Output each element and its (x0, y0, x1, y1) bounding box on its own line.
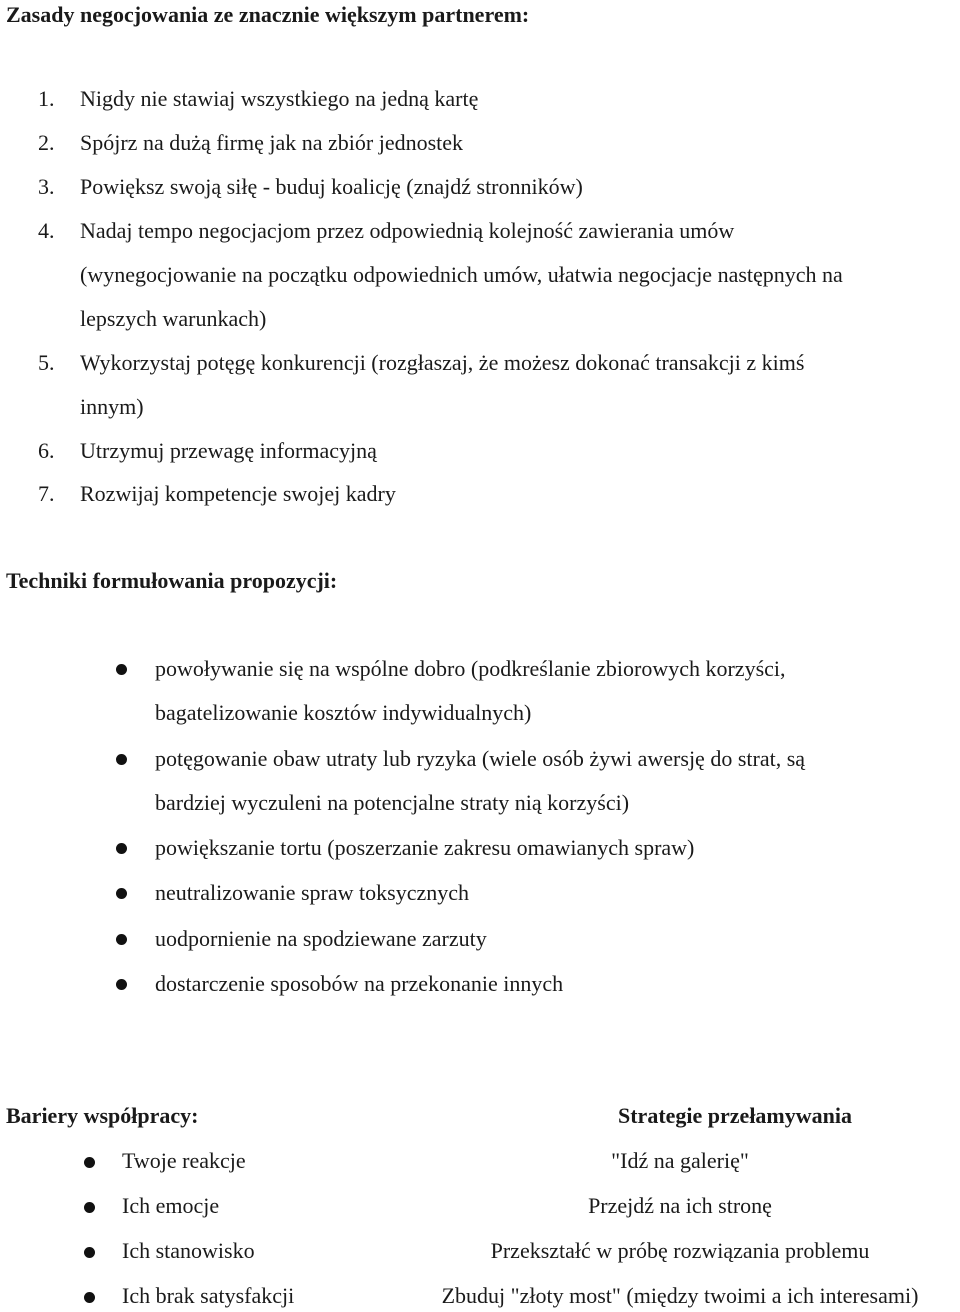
list-item-number: 1. (38, 86, 55, 111)
strategies-heading: Strategie przełamywania (618, 1103, 852, 1128)
list-item-number: 7. (38, 481, 55, 506)
list-item-text: Spójrz na dużą firmę jak na zbiór jednostek (80, 130, 464, 155)
bullet-icon (116, 979, 127, 990)
list-item-text: Rozwijaj kompetencje swojej kadry (80, 481, 396, 506)
strategy-text: Przejdź na ich stronę (588, 1193, 772, 1218)
list-item-text: bardziej wyczuleni na potencjalne straty nią korzyści) (155, 790, 630, 815)
list-item-text: Wykorzystaj potęgę konkurencji (rozgłaszaj, że możesz dokonać transakcji z kimś (80, 350, 805, 375)
list-item-number: 6. (38, 438, 55, 463)
list-item-number: 4. (38, 218, 55, 243)
list-item-number: 2. (38, 130, 55, 155)
list-item-text: lepszych warunkach) (80, 306, 267, 331)
list-item-text: (wynegocjowanie na początku odpowiednich umów, ułatwia negocjacje następnych na (80, 262, 843, 287)
barrier-text: Ich emocje (122, 1193, 220, 1218)
list-item-text: bagatelizowanie kosztów indywidualnych) (155, 700, 532, 725)
bullet-icon (116, 888, 127, 899)
section2-heading: Techniki formułowania propozycji: (6, 568, 338, 593)
section1-heading: Zasady negocjowania ze znacznie większym partnerem: (6, 2, 530, 27)
list-item-text: innym) (80, 394, 144, 419)
list-item-number: 5. (38, 350, 55, 375)
list-item-text: powiększanie tortu (poszerzanie zakresu omawianych spraw) (155, 835, 695, 860)
list-item-text: uodpornienie na spodziewane zarzuty (155, 926, 487, 951)
list-item-text: Nigdy nie stawiaj wszystkiego na jedną kartę (80, 86, 479, 111)
list-item-text: Powiększ swoją siłę - buduj koalicję (znajdź stronników) (80, 174, 583, 199)
barriers-heading: Bariery współpracy: (6, 1103, 199, 1128)
bullet-icon (84, 1247, 95, 1258)
barrier-text: Twoje reakcje (122, 1148, 246, 1173)
bullet-icon (116, 934, 127, 945)
strategy-text: "Idź na galerię" (611, 1148, 749, 1173)
barrier-text: Ich brak satysfakcji (122, 1283, 295, 1308)
strategy-text: Przekształć w próbę rozwiązania problemu (490, 1238, 870, 1263)
strategy-text: Zbuduj "złoty most" (między twoimi a ich interesami) (441, 1283, 919, 1308)
bullet-icon (116, 664, 127, 675)
bullet-icon (84, 1157, 95, 1168)
barrier-text: Ich stanowisko (122, 1238, 255, 1263)
list-item-number: 3. (38, 174, 55, 199)
bullet-icon (116, 843, 127, 854)
bullet-icon (116, 754, 127, 765)
list-item-text: Nadaj tempo negocjacjom przez odpowiednią kolejność zawierania umów (80, 218, 735, 243)
list-item-text: neutralizowanie spraw toksycznych (155, 880, 469, 905)
bullet-icon (84, 1202, 95, 1213)
list-item-text: Utrzymuj przewagę informacyjną (80, 438, 377, 463)
list-item-text: potęgowanie obaw utraty lub ryzyka (wiele osób żywi awersję do strat, są (155, 746, 806, 771)
list-item-text: dostarczenie sposobów na przekonanie innych (155, 971, 564, 996)
list-item-text: powoływanie się na wspólne dobro (podkreślanie zbiorowych korzyści, (155, 656, 786, 681)
bullet-icon (84, 1292, 95, 1303)
